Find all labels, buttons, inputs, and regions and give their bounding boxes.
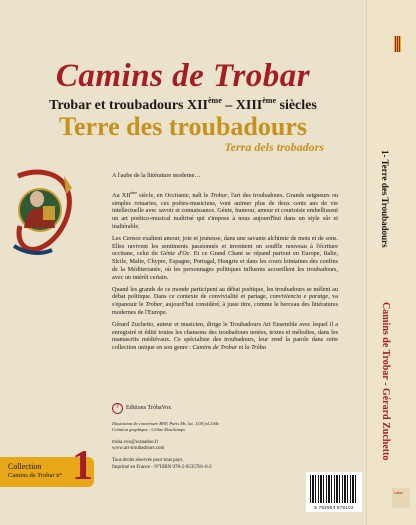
publisher-website[interactable]: www.art-troubadours.com: [112, 446, 165, 451]
collection-number: 1: [72, 443, 93, 489]
credits: [112, 421, 272, 433]
occitan-flag-icon: [394, 36, 401, 52]
spine-author: Camins de Trobar - Gérard Zuchetto: [380, 302, 391, 461]
paragraph-2: Les Cansos exaltent amour, joie et jeunesse, dans une savante alchimie de mots et de sons. Elles ravivent les sentiments passionnés et inventent un souffle nouveau à l'écriture occitane, celui du Génie d'Oc. Et ce Grand Chant se répand partout en Europe, Italie, Sicile, Malte, Chypre, Espagne, Portugal, Hongrie et dans les cours lointaines des confins de la Méditerranée, où les personnages politiques influents accueillent les troubadours, avec un intérêt certain.: [112, 234, 338, 281]
cover-credit: Illustration de couverture BNF, Paris Ms. lat. 1118 fol.104v: [112, 421, 220, 426]
spine-title: 1- Terre des Troubadours: [380, 150, 390, 248]
barcode-digits: 9 782953 578102: [314, 505, 354, 510]
publisher-logo-icon: T: [112, 403, 123, 414]
cover-heading: Terre des troubadours: [59, 112, 307, 141]
paragraph-3: Quand les grands de ce monde participent au débat poétique, les troubadours se mêlent au débat politique. Dans ce contexte de convivialité et partage, conviviencia e paratge, va s'épanouir le Trobar, aujourd'hui considéré, à juste titre, comme le berceau des littératures modernes de l'Europe.: [112, 285, 338, 317]
collection-label: Collection: [8, 462, 42, 471]
intro-line: A l'aube de la littérature moderne…: [112, 172, 201, 179]
publisher-brand: [112, 403, 272, 414]
spine-stamp: [392, 488, 410, 508]
collection-badge: [0, 443, 94, 489]
design-credit: Création graphique : Céline Deschamps: [112, 426, 185, 432]
book-spine: [366, 0, 416, 525]
isbn-barcode: [306, 472, 362, 512]
isbn-line: Imprimé en France - N°ISBN 978-2-9535781-0-2: [112, 464, 212, 470]
rights-notice: Tous droits réservés pour tous pays.: [112, 458, 184, 464]
cover-heading-occitan: Terra dels trobadors: [224, 140, 324, 154]
publisher-name: Editions TròbaVox: [126, 405, 172, 412]
paragraph-1: Au XIIème siècle, en Occitanie, naît le Trobar, l'art des troubadours. Grands seigneurs ou simples rotuaries, ces poètes-musiciens, vont animer plus de deux cents ans de vie intellectuelle avec savoir et connaissance. Génie, humour, amour et courtoisie embellissent un art poético-musical maîtrisé qui s'impose à nous aujourd'hui dans un style sûr et inaltérable.: [112, 189, 339, 231]
publisher-info: [112, 403, 272, 471]
paragraph-4: Gérard Zuchetto, auteur et musicien, dirige le Troubadours Art Ensemble avec lequel il a enregistré et édité toutes les chansons des troubadours notées, textes et mélodies, dans les manuscrits médiévaux. Ce spécialiste des troubadours, leur rend la parole dans cette collection unique en son genre : Camins de Trobar et la Tròba: [112, 320, 338, 352]
cover-title: Camins de Trobar: [55, 58, 311, 94]
description-text: [112, 172, 338, 356]
cover-subtitle: Trobar et troubadours XIIème – XIIIème siècles: [49, 96, 317, 113]
spine-stamp-label: Label: [394, 491, 403, 495]
illuminated-initial-image: [10, 166, 80, 258]
publisher-email[interactable]: troba.vox@wanadoo.fr: [112, 439, 159, 445]
barcode-bars-icon: [310, 475, 358, 503]
collection-name: Camins de Trobar n°: [8, 472, 63, 479]
